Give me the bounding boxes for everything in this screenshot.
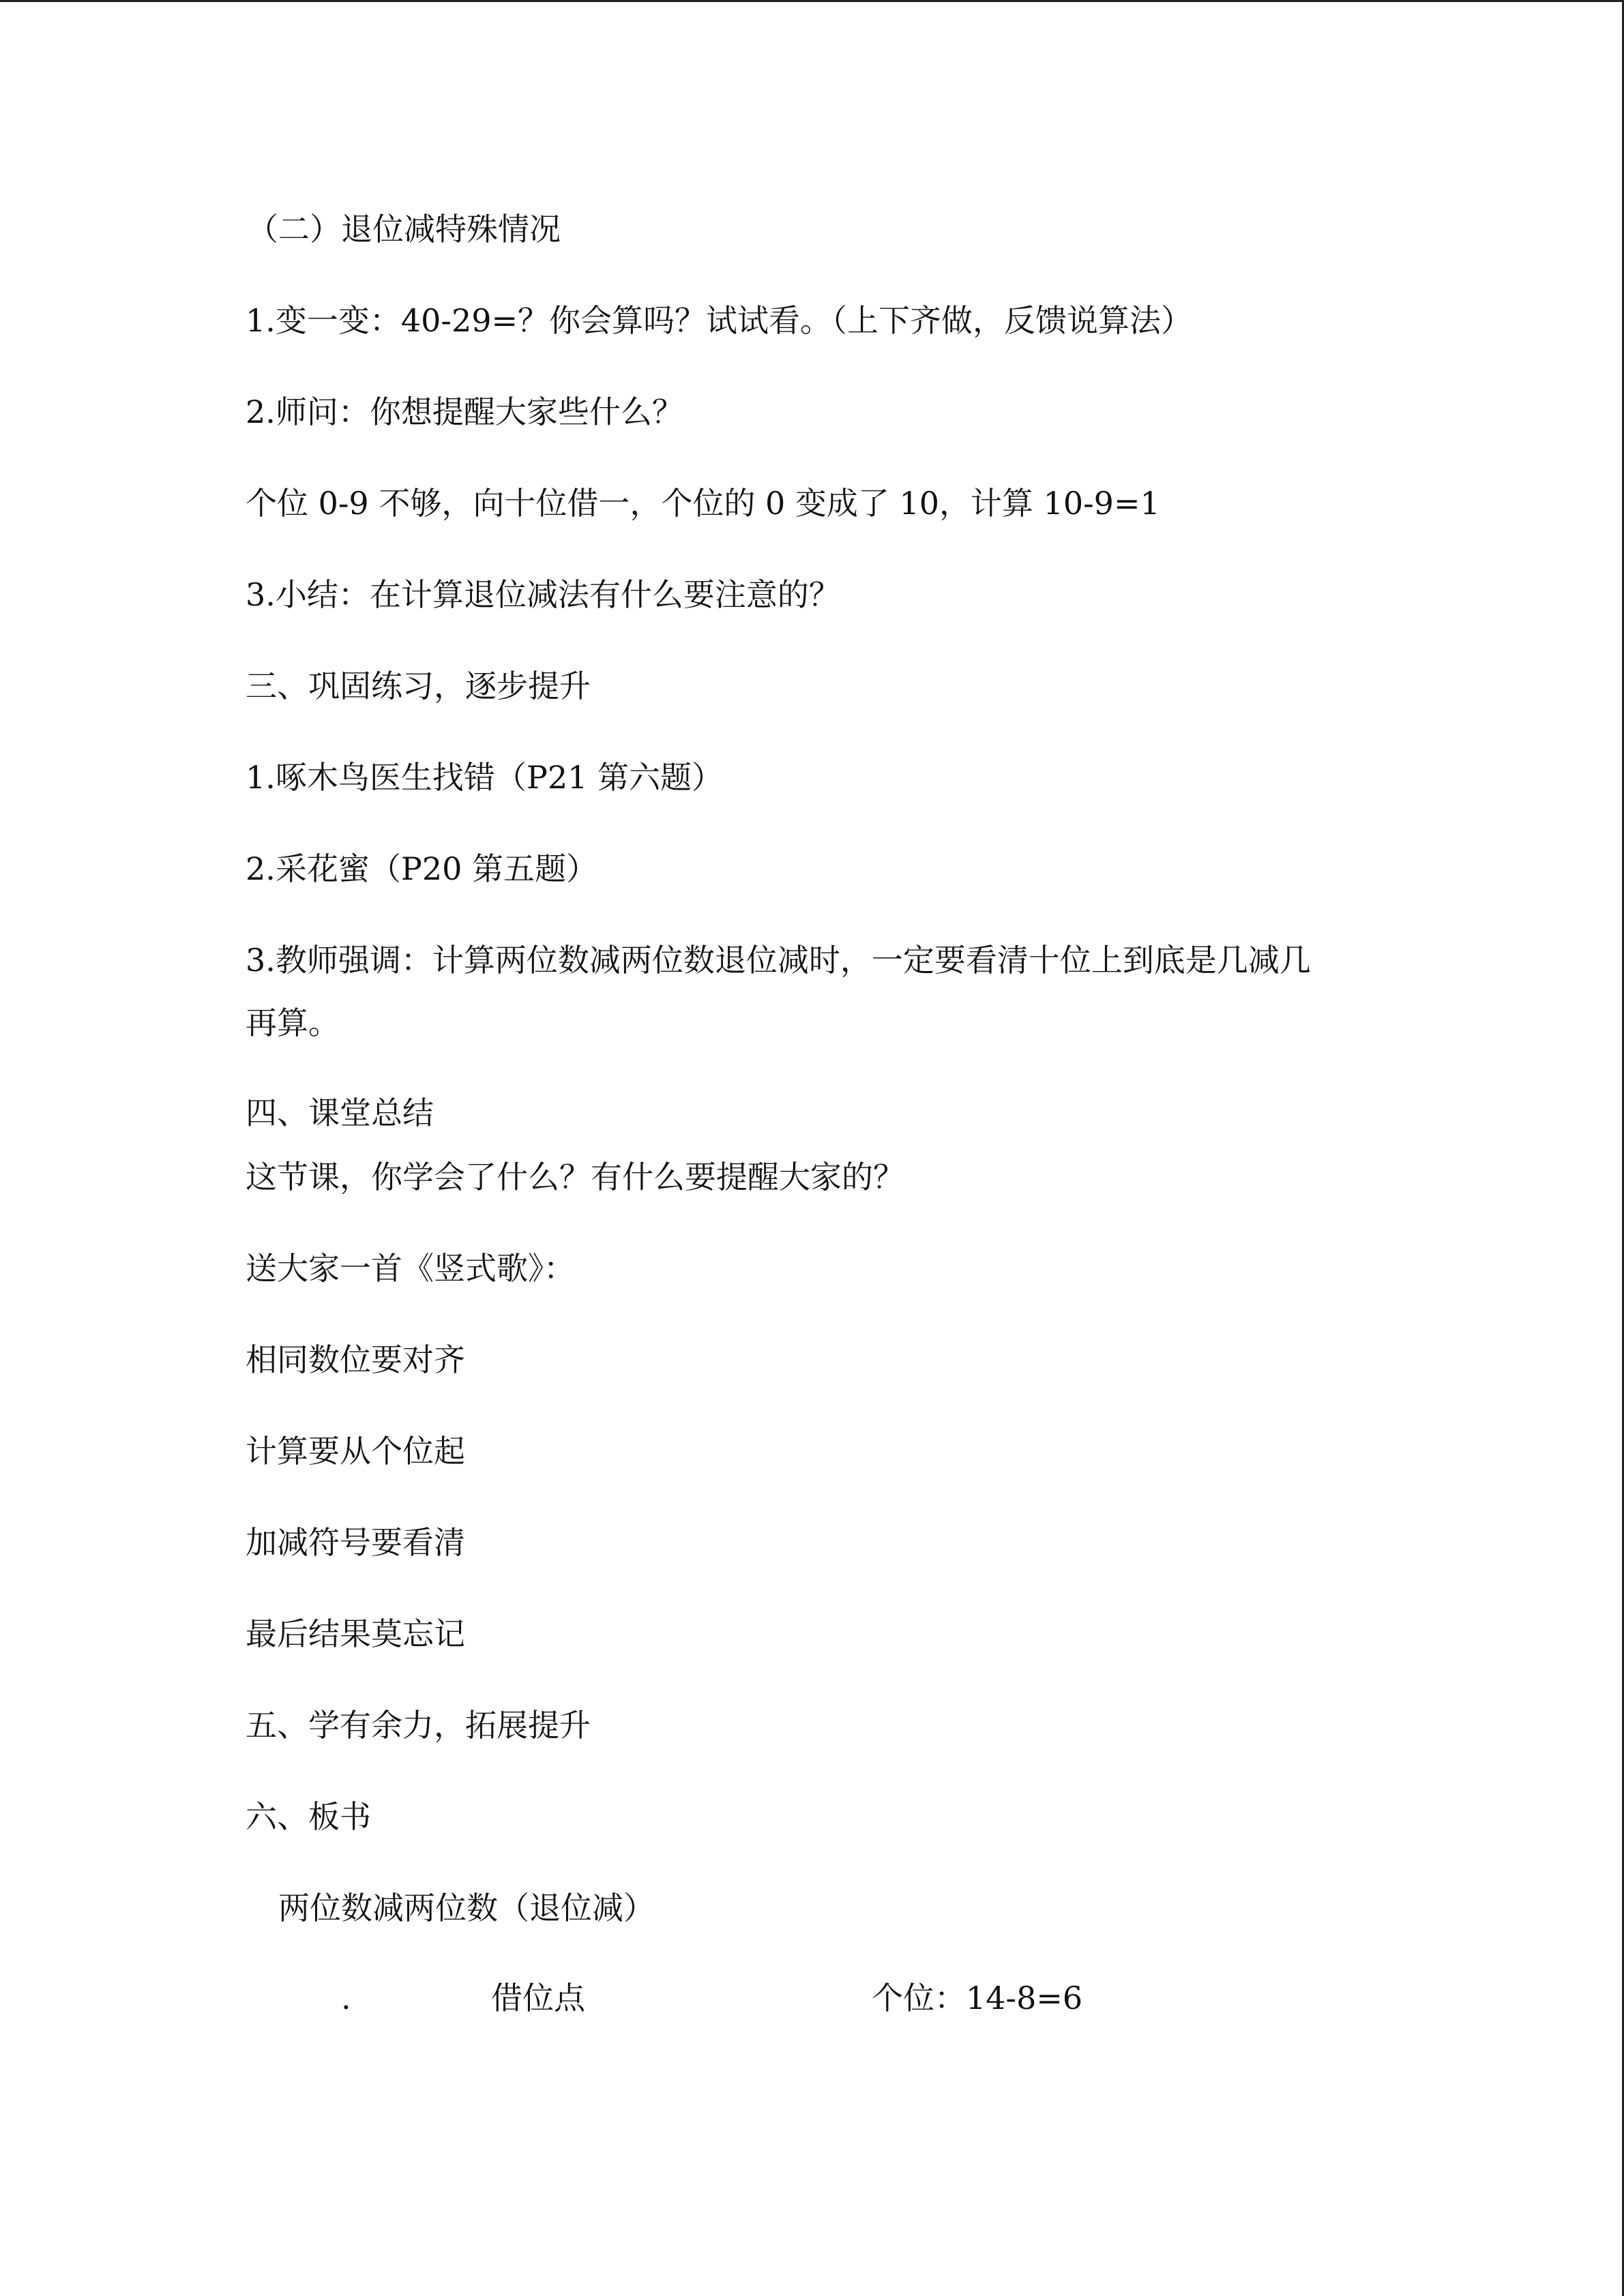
paragraph-line: 再算。	[246, 1004, 340, 1041]
blackboard-dot: .	[341, 1980, 351, 2016]
paragraph-line: 1.啄木鸟医生找错（P21 第六题）	[246, 759, 723, 796]
song-line: 计算要从个位起	[246, 1433, 465, 1470]
blackboard-title: 两位数减两位数（退位减）	[278, 1890, 655, 1926]
paragraph-line: 2.采花蜜（P20 第五题）	[246, 850, 597, 887]
blackboard-borrow-label: 借位点	[491, 1980, 585, 2016]
paragraph-line: 1.变一变：40-29=？你会算吗？试试看。（上下齐做，反馈说算法）	[246, 302, 1193, 339]
section-heading-blackboard: 六、板书	[246, 1798, 371, 1835]
section-heading-summary: 四、课堂总结	[246, 1094, 434, 1131]
paragraph-line: 2.师问：你想提醒大家些什么？	[246, 393, 683, 430]
song-line: 最后结果莫忘记	[246, 1615, 465, 1652]
paragraph-line: 送大家一首《竖式歌》：	[246, 1250, 575, 1287]
paragraph-line: 这节课，你学会了什么？有什么要提醒大家的？	[246, 1159, 904, 1195]
page-top-border	[0, 0, 1624, 2]
paragraph-line: 3.小结：在计算退位减法有什么要注意的？	[246, 576, 840, 613]
section-heading-practice: 三、巩固练习，逐步提升	[246, 668, 591, 704]
section-heading-extension: 五、学有余力，拓展提升	[246, 1707, 591, 1744]
song-line: 相同数位要对齐	[246, 1341, 465, 1378]
blackboard-ones-equation: 个位：14-8=6	[872, 1980, 1083, 2016]
section-heading-special-cases: （二）退位减特殊情况	[247, 211, 561, 248]
paragraph-line: 3.教师强调：计算两位数减两位数退位减时，一定要看清十位上到底是几减几	[246, 942, 1311, 979]
song-line: 加减符号要看清	[246, 1524, 465, 1561]
paragraph-line: 个位 0-9 不够，向十位借一，个位的 0 变成了 10，计算 10-9=1	[246, 485, 1160, 522]
